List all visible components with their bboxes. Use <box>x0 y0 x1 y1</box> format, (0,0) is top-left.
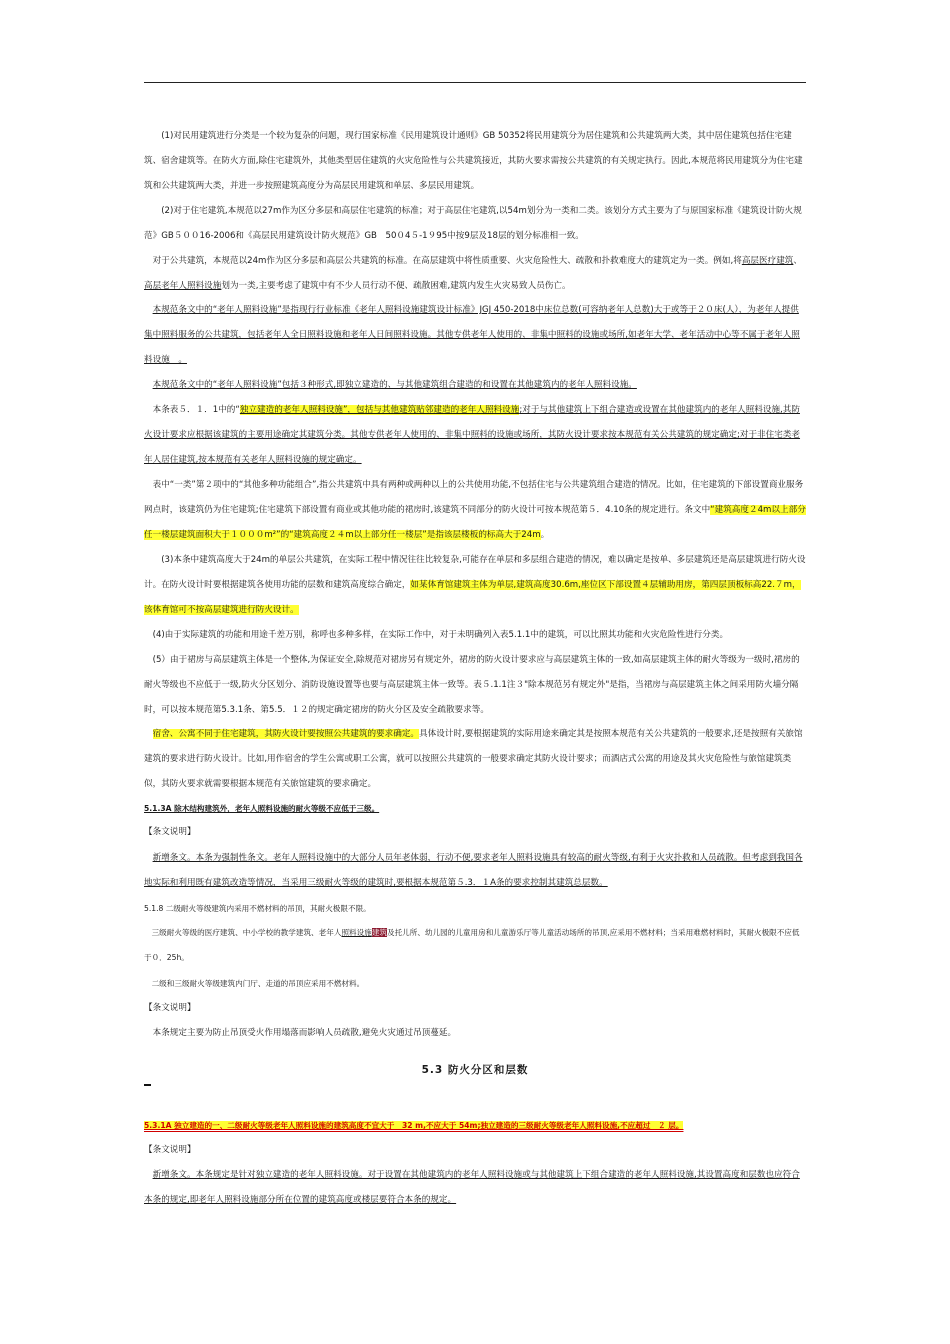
highlighted-text: “建筑高度２4m以上部分任一楼层建筑面积大于１０００m²”的“建筑高度２４m以上部分任一楼层”是指该层楼板的标高大于24m <box>144 505 806 540</box>
paragraph-text: (1)对民用建筑进行分类是一个较为复杂的问题，现行国家标准《民用建筑设计通则》GB 50352将民用建筑分为居住建筑和公共建筑两大类，其中居住建筑包括住宅建筑、宿舍建筑等。在防火方面,除住宅建筑外，其他类型居住建筑的火灾危险性与公共建筑接近，其防火要求需按公共建筑的有关规定执行。因此,本规范将民用建筑分为住宅建筑和公共建筑两大类，并进一步按照建筑高度分为高层民用建筑和单层、多层民用建筑。 <box>144 131 803 191</box>
section-marker <box>144 1084 151 1086</box>
highlighted-text: 宿舍、公寓不同于住宅建筑，其防火设计要按照公共建筑的要求确定。 <box>152 729 420 739</box>
paragraph-14 <box>144 971 806 996</box>
paragraph-text: 本条规定主要为防止吊顶受火作用塌落而影响人员疏散,避免火灾通过吊顶蔓延。 <box>152 1028 457 1038</box>
paragraph-text: (3)本条中建筑高度大于24m的单层公共建筑，在实际工程中情况往往比较复杂,可能存在单层和多层组合建造的情况，难以确定是按单、多层建筑还是高层建筑进行防火设计。在防火设计时要根据建筑各使用功能的层数和建筑高度综合确定， <box>144 555 806 590</box>
paragraph-text: 对于公共建筑，本规范以24m作为区分多层和高层公共建筑的标准。在高层建筑中将性质重要、火灾危险性大、疏散和扑救难度大的建筑定为一类。例如,将 <box>152 256 742 266</box>
underlined-text: 照料设施 <box>341 928 372 937</box>
note-label-text: 【条文说明】 <box>144 827 196 837</box>
paragraph-text: 本规范条文中的“老年人照料设施”包括３种形式,即独立建造的、与其他建筑组合建造的和设置在其他建筑内的老年人照料设施。 <box>152 380 637 390</box>
section-title: 5.3 防火分区和层数 <box>421 1064 529 1076</box>
header-rule <box>144 82 806 83</box>
paragraph-4 <box>144 298 806 373</box>
highlighted-text: 独立建造的老年人照料设施”，包括与其他建筑贴邻建造的老年人照料设施 <box>239 405 520 415</box>
clause-text: 5.1.3A 除木结构建筑外，老年人照料设施的耐火等级不应低于三级。 <box>144 804 380 813</box>
paragraph-1 <box>144 124 806 199</box>
paragraph-text: 划为一类,主要考虑了建筑中有不少人员行动不便、疏散困难,建筑内发生火灾易致人员伤亡。 <box>221 281 571 291</box>
paragraph-13 <box>144 920 806 970</box>
paragraph-6 <box>144 398 806 473</box>
paragraph-text: 本规范条文中的“老年人照料设施”是指现行行业标准《老年人照料设施建筑设计标准》JGJ 450-2018中床位总数(可容纳老年人总数)大于或等于２０床(人），为老年人提供集中照料服务的公共建筑，包括老年人全日照料设施和老年人日间照料设施。其他专供老年人使用的、非集中照料的设施或场所,如老年大学、老年活动中心等不属于老年人照料设施 。 <box>144 305 800 365</box>
paragraph-text: 三级耐火等级的医疗建筑、中小学校的教学建筑、老年人 <box>151 928 342 937</box>
paragraph-text: 具体设计时,要根据建筑的实际用途来确定其是按照本规范有关公共建筑的一般要求,还是按照有关旅馆建筑的要求进行防火设计。比如,用作宿舍的学生公寓或职工公寓，就可以按照公共建筑的一般要求确定其防火设计要求；而酒店式公寓的用途及其火灾危险性与旅馆建筑类似，其防火要求就需要根据本规范有关旅馆建筑的要求确定。 <box>144 729 803 789</box>
paragraph-text: 二级和三级耐火等级建筑内门厅、走道的吊顶应采用不燃材料。 <box>151 979 365 988</box>
paragraph-8 <box>144 548 806 623</box>
note-label <box>144 996 806 1021</box>
underlined-text: ;对于与其他建筑上下组合建造或设置在其他建筑内的老年人照料设施,其防火设计要求应根据该建筑的主要用途确定其建筑分类。其他专供老年人使用的、非集中照料的设施或场所，其防火设计要求按本规范有关公共建筑的规定确定;对于非住宅类老年人居住建筑,按本规范有关老年人照料设施的规定确定。 <box>144 405 801 465</box>
clause-5-3-1a <box>144 1113 806 1138</box>
clause-5-1-8 <box>144 896 806 921</box>
paragraph-text: 表中“一类”第２项中的“其他多种功能组合”,指公共建筑中具有两种或两种以上的公共使用功能,不包括住宅与公共建筑组合建造的情况。比如，住宅建筑的下部设置商业服务网点时，该建筑仍为住宅建筑;住宅建筑下部设置有商业或其他功能的裙房时,该建筑不同部分的防火设计可按本规范第５．4.10条的规定进行。条文中 <box>144 480 804 515</box>
paragraph-text: (2)对于住宅建筑,本规范以27m作为区分多层和高层住宅建筑的标准；对于高层住宅建筑,以54m划分为一类和二类。该划分方式主要为了与原国家标准《建筑设计防火规范》GB５００16-2006和《高层民用建筑设计防火规范》GB 50０4５-1９95中按9层及18层的划分标准相一致。 <box>144 206 802 241</box>
paragraph-text: (5）由于裙房与高层建筑主体是一个整体,为保证安全,除规范对裙房另有规定外，裙房的防火设计要求应与高层建筑主体的一致,如高层建筑主体的耐火等级为一级时,裙房的耐火等级也不应低于一级,防火分区划分、消防设施设置等也要与高层建筑主体一致等。表５.1.1注３"除本规范另有规定外"是指，当裙房与高层建筑主体之间采用防火墙分隔时，可以按本规范第5.3.1条、第5.5．１２的规定确定裙房的防火分区及安全疏散要求等。 <box>144 655 800 715</box>
paragraph-text: 。 <box>540 530 550 540</box>
paragraph-text: (4)由于实际建筑的功能和用途千差万别，称呼也多种多样，在实际工作中，对于未明确列入表5.1.1中的建筑，可以比照其功能和火灾危险性进行分类。 <box>152 630 729 640</box>
paragraph-text: 及托儿所、幼儿园的儿童用房和儿童游乐厅等儿童活动场所的吊顶,应采用不燃材料；当采用难燃材料时，其耐火极限不应低于０．25h。 <box>144 928 800 962</box>
underlined-text: 高层老年人照料设施 <box>144 281 222 291</box>
paragraph-text: 本条表５．１．1中的“ <box>152 405 240 415</box>
note-label-text: 【条文说明】 <box>144 1003 196 1013</box>
paragraph-7 <box>144 473 806 548</box>
clause-text: 5.1.8 二级耐火等级建筑内采用不燃材料的吊顶，其耐火极限不限。 <box>144 904 371 913</box>
paragraph-2 <box>144 199 806 249</box>
paragraph-text: 、 <box>793 256 803 266</box>
paragraph-text: 新增条文。本条为强制性条文。老年人照料设施中的大部分人员年老体弱，行动不便,要求老年人照料设施具有较高的耐火等级,有利于火灾扑救和人员疏散。但考虑到我国各地实际和利用既有建筑改造等情况，当采用三级耐火等级的建筑时,要根据本规范第５.3．１A条的要求控制其建筑总层数。 <box>144 853 803 888</box>
note-label-text: 【条文说明】 <box>144 1145 196 1155</box>
paragraph-9 <box>144 623 806 648</box>
paragraph-12 <box>144 846 806 896</box>
marked-text: 建筑 <box>371 928 387 937</box>
paragraph-text: 新增条文。本条规定是针对独立建造的老年人照料设施。对于设置在其他建筑内的老年人照料设施或与其他建筑上下组合建造的老年人照料设施,其设置高度和层数也应符合本条的规定,即老年人照料设施部分所在位置的建筑高度或楼层要符合本条的规定。 <box>144 1170 800 1205</box>
paragraph-3 <box>144 249 806 299</box>
underlined-text: 高层医疗建筑 <box>741 256 794 266</box>
note-label <box>144 1138 806 1163</box>
clause-5-1-3a <box>144 796 806 821</box>
paragraph-11 <box>144 722 806 797</box>
highlighted-text: 如某体育馆建筑主体为单层,建筑高度30.6m,座位区下部设置４层辅助用房，第四层顶板标高22.７m，该体育馆可不按高层建筑进行防火设计。 <box>144 580 801 615</box>
paragraph-16 <box>144 1163 806 1213</box>
highlighted-clause-text: 5.3.1A 独立建造的一、二级耐火等级老年人照料设施的建筑高度不宜大于 32 m,不应大于 54m;独立建造的三级耐火等级老年人照料设施,不应超过 ２ 层。 <box>144 1121 684 1130</box>
paragraph-15 <box>144 1021 806 1046</box>
paragraph-10 <box>144 648 806 723</box>
note-label <box>144 820 806 845</box>
paragraph-5 <box>144 373 806 398</box>
